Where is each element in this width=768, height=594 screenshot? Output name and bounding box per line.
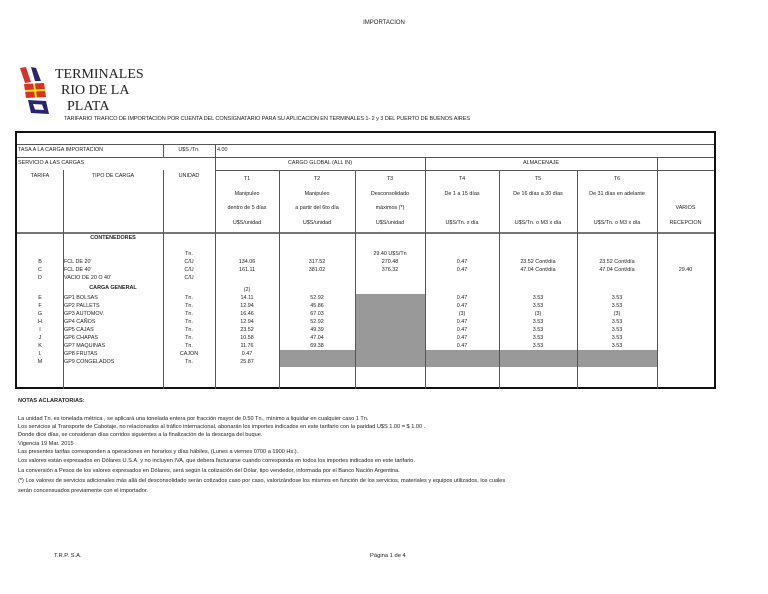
header-t6: T6 De 31 días en adelante U$S/Tn. o M3 x día xyxy=(589,176,645,226)
footer-page-number: Página 1 de 4 xyxy=(370,553,406,559)
carga-general-t1-note: (2) xyxy=(243,287,251,293)
note-line: (*) Los valores de servicios adicionales más allá del desconsolidado serán cotizados caso por caso, valorizándose los mismos en función de los servicios, materiales y equipos utilizados, los cuales xyxy=(18,478,506,485)
header-t4: T4 De 1 a 15 días U$S/Tn. x día xyxy=(444,176,480,226)
header-t5: T5 De 16 días a 30 días U$S/Tn. o M3 x día xyxy=(513,176,563,226)
logo-line-terminales: TERMINALES xyxy=(55,67,144,82)
carga-general-t6-col: 3.53 3.53 (3) 3.53 3.53 3.53 3.53 xyxy=(611,295,623,349)
contenedores-t2-col: 317.52 381.02 xyxy=(308,259,326,273)
contenedores-t4-col: 0.47 0.47 xyxy=(456,259,468,273)
header-t1: T1 Manipuleo dentro de 5 días U$S/unidad xyxy=(227,176,267,226)
header-varios: VARIOS RECEPCION xyxy=(669,205,702,226)
header-t2: T2 Manipuleo a partir del 6to día U$S/unidad xyxy=(295,176,339,226)
notes-title: NOTAS ACLARATORIAS: xyxy=(18,398,85,404)
note-line: Vigencia 19 Mar. 2015 xyxy=(18,440,74,447)
contenedores-t3-col: 29.40 U$S/Tn 270.48 376.32 xyxy=(373,251,407,273)
note-line: serán concensuados previamente con el importador. xyxy=(18,488,148,495)
footer-company: T.R.P. S.A. xyxy=(54,553,82,559)
contenedores-t1-col: 134.06 161.11 xyxy=(238,259,256,273)
almacenaje-label: ALMACENAJE xyxy=(523,160,559,166)
tasa-value: 4.00 xyxy=(217,147,228,153)
tariff-table xyxy=(15,131,716,389)
logo-line-rio-de-la: RIO DE LA xyxy=(61,83,130,98)
contenedores-t6-col: 23.52 Cont/día 47.04 Cont/día xyxy=(599,259,635,273)
note-line: Los valores están expresados en Dólares U.S.A. y no incluyen IVA, que debera facturarse cuando corresponda en todos los importes indicados en este tarifario. xyxy=(18,458,415,465)
contenedores-varios-value: 29.40 xyxy=(678,267,693,273)
header-tipo-carga: TIPO DE CARGA xyxy=(91,173,135,179)
carga-general-t4-col: 0.47 0.47 (3) 0.47 0.47 0.47 0.47 xyxy=(456,295,468,349)
note-line: Los servicios al Transporte de Cabotaje, no relacionados al tráfico internacional, abonarán los importes indicados en este tarifario con la paridad U$S 1.00 = $ 1.00 . xyxy=(18,424,426,431)
carga-general-tarifa-col: E F G H I J K L M xyxy=(37,295,43,365)
note-line: Las presentes tarifas corresponden a operaciones en horarios y días hábiles, (Lunes a viernes 0700 a 1900 Hs.). xyxy=(18,448,299,455)
section-carga-general: CARGA GENERAL xyxy=(89,285,137,291)
contenedores-tipo-col: FCL DE 20' FCL DE 40' VACIO DE 20 O 40' xyxy=(64,259,112,281)
carga-general-t1-col: 14.11 12.94 16.46 12.94 23.52 10.58 11.76 0.47 25.87 xyxy=(240,295,254,365)
section-contenedores: CONTENEDORES xyxy=(90,235,136,241)
tasa-unit: U$S /Tn. xyxy=(178,147,200,153)
document-subtitle: TARIFARIO TRAFICO DE IMPORTACION POR CUENTA DEL CONSIGNATARIO PARA SU APLICACION EN TERMINALES 1- 2 y 3 DEL PUERTO DE BUENOS AIRES xyxy=(64,116,470,122)
logo-line-plata: PLATA xyxy=(67,99,110,114)
shaded-row-gp8-gp9 xyxy=(279,350,657,367)
header-unidad: UNIDAD xyxy=(178,173,200,179)
carga-general-tipo-col: GP1 BOLSAS GP2 PALLETS GP3 AUTOMOV. GP4 CAÑOS GP5 CAJAS GP6 CHAPAS GP7 MAQUINAS GP8 FRUTAS GP9 CONGELADOS xyxy=(64,295,115,365)
note-line: Donde dice días, se consideran días corridos siguientes a la finalización de la descarga del buque. xyxy=(18,432,263,439)
contenedores-tarifa-col: B C D xyxy=(38,259,42,281)
company-logo xyxy=(15,66,145,116)
flags-icon xyxy=(18,66,52,116)
carga-general-unidad-col: Tn. Tn. Tn. Tn. Tn. Tn. Tn. CAJON Tn. xyxy=(179,295,199,365)
tasa-label: TASA A LA CARGA IMPORTACION xyxy=(18,147,104,153)
carga-general-t5-col: 3.53 3.53 (3) 3.53 3.53 3.53 3.53 xyxy=(532,295,544,349)
carga-general-t2-col: 52.92 45.86 67.03 52.92 49.39 47.04 69.38 xyxy=(310,295,324,349)
notes-section xyxy=(18,398,758,496)
note-line: La conversión a Pesos de los valores expresados en Dólares, será según la cotización del Dólar, tipo vendedor, informada por el Banco Nación Argentina. xyxy=(18,468,400,475)
page-header-title: IMPORTACION xyxy=(363,20,405,26)
header-tarifa: TARIFA xyxy=(30,173,50,179)
contenedores-unidad-col: Tn. C/U C/U C/U xyxy=(184,251,194,281)
servicio-label: SERVICIO A LAS CARGAS xyxy=(18,160,85,166)
note-line: La unidad Tn. es tonelada métrica , se aplicará una tonelada entera por fracción mayor de 0.50 Tn., mínimo a liquidar en cualquier caso 1 Tn. xyxy=(18,416,369,422)
cargo-global-label: CARGO GLOBAL (ALL IN) xyxy=(287,160,352,166)
contenedores-t5-col: 23.52 Cont/día 47.04 Cont/día xyxy=(520,259,556,273)
header-t3: T3 Desconsolidado máximos (*) U$S/unidad xyxy=(370,176,410,226)
